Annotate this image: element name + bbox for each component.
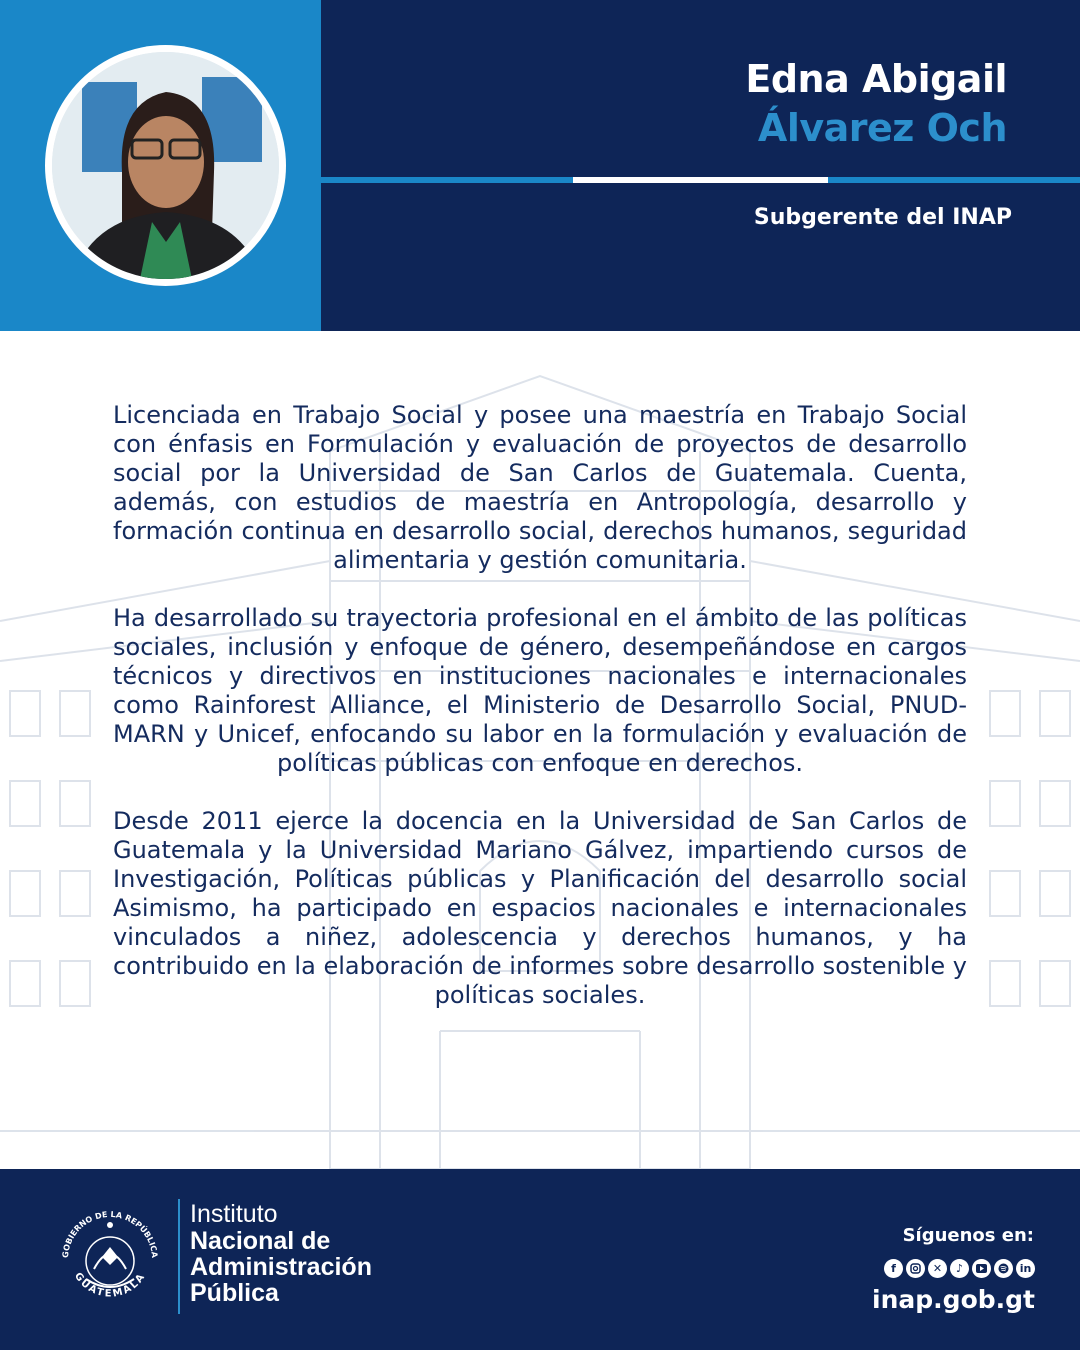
person-role: Subgerente del INAP	[753, 205, 1012, 230]
portrait-frame	[45, 45, 286, 286]
institute-name-line2: Nacional de	[190, 1227, 331, 1255]
seal-top-text: GOBIERNO DE LA REPÚBLICA	[60, 1209, 160, 1259]
photo-panel	[0, 0, 321, 331]
header-divider-highlight	[573, 177, 828, 183]
bio-paragraph: Ha desarrollado su trayectoria profesional en el ámbito de las políticas sociales, inclusión y enfoque de género, desempeñándose en cargos técnicos y directivos en instituciones nacionales e internacionales como Rainforest Alliance, el Ministerio de Desarrollo Social, PNUD-MARN y Unicef, enfocando su labor en la formulación y evaluación de políticas públicas con enfoque en derechos.	[113, 604, 967, 777]
social-icons	[884, 1259, 1035, 1278]
portrait-photo	[52, 52, 279, 279]
spotify-icon[interactable]	[994, 1259, 1013, 1278]
bio-section	[0, 331, 1080, 1169]
footer	[0, 1169, 1080, 1350]
bio-paragraph: Desde 2011 ejerce la docencia en la Universidad de San Carlos de Guatemala y la Universidad Mariano Gálvez, impartiendo cursos de Investigación, Políticas públicas y Planificación del desarrollo social Asimismo, ha participado en espacios nacionales e internacionales vinculados a niñez, adolescencia y derechos humanos, y ha contribuido en la elaboración de informes sobre desarrollo sostenible y políticas sociales.	[113, 807, 967, 1009]
x-icon[interactable]: ✕	[928, 1259, 947, 1278]
bio-paragraph: Licenciada en Trabajo Social y posee una maestría en Trabajo Social con énfasis en Formulación y evaluación de proyectos de desarrollo social por la Universidad de San Carlos de Guatemala. Cuenta, además, con estudios de maestría en Antropología, desarrollo y formación continua en desarrollo social, derechos humanos, seguridad alimentaria y gestión comunitaria.	[113, 401, 967, 574]
person-first-name: Edna Abigail	[745, 57, 1007, 101]
institute-name-line4: Pública	[190, 1279, 279, 1307]
tiktok-icon[interactable]: ♪	[950, 1259, 969, 1278]
follow-label: Síguenos en:	[902, 1225, 1034, 1246]
bio-text	[113, 401, 967, 1039]
facebook-icon[interactable]: f	[884, 1259, 903, 1278]
institute-name-line1: Instituto	[190, 1200, 278, 1228]
instagram-icon[interactable]	[906, 1259, 925, 1278]
profile-header	[0, 0, 1080, 331]
website-link[interactable]: inap.gob.gt	[872, 1285, 1035, 1314]
guatemala-seal-icon	[50, 1199, 170, 1319]
person-last-name: Álvarez Och	[757, 106, 1007, 150]
footer-separator	[178, 1199, 180, 1314]
linkedin-icon[interactable]: in	[1016, 1259, 1035, 1278]
institute-name-line3: Administración	[190, 1253, 372, 1281]
seal-bottom-text: GUATEMALA	[71, 1270, 149, 1300]
youtube-icon[interactable]	[972, 1259, 991, 1278]
